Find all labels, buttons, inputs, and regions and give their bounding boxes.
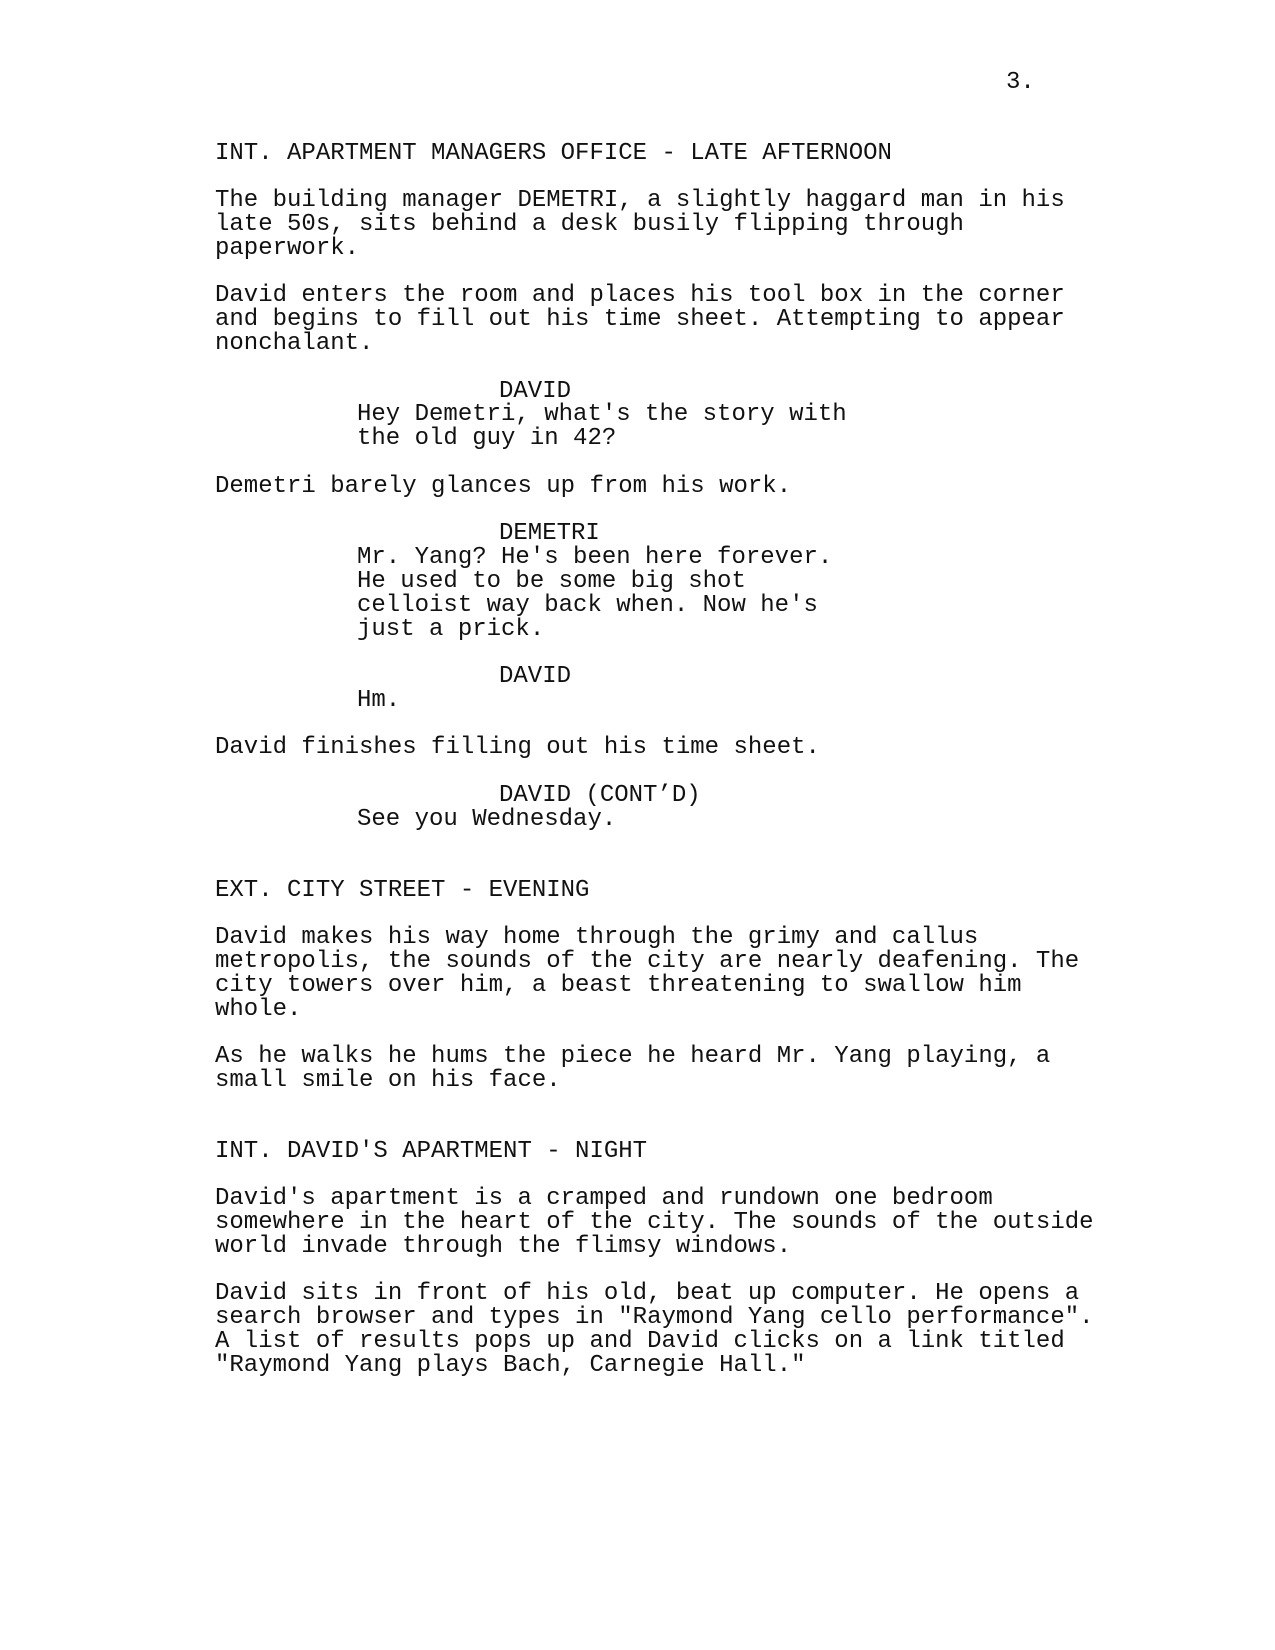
- scene-heading: EXT. CITY STREET - EVENING: [215, 877, 590, 904]
- character-name: DAVID: [499, 663, 572, 690]
- action-line: whole.: [215, 996, 302, 1023]
- action-line: David finishes filling out his time sheet.: [215, 734, 820, 761]
- dialogue-line: He used to be some big shot: [357, 568, 746, 595]
- dialogue-line: Mr. Yang? He's been here forever.: [357, 544, 833, 571]
- action-line: David sits in front of his old, beat up computer. He opens a: [215, 1280, 1080, 1307]
- action-line: The building manager DEMETRI, a slightly haggard man in his: [215, 187, 1065, 214]
- action-line: David's apartment is a cramped and rundown one bedroom: [215, 1185, 993, 1212]
- dialogue-line: Hm.: [357, 687, 401, 714]
- scene-heading: INT. APARTMENT MANAGERS OFFICE - LATE AFTERNOON: [215, 140, 892, 167]
- action-line: metropolis, the sounds of the city are nearly deafening. The: [215, 948, 1080, 975]
- action-line: David makes his way home through the grimy and callus: [215, 924, 979, 951]
- action-line: late 50s, sits behind a desk busily flipping through: [215, 211, 964, 238]
- action-line: Demetri barely glances up from his work.: [215, 473, 792, 500]
- action-line: David enters the room and places his tool box in the corner: [215, 282, 1065, 309]
- action-line: paperwork.: [215, 235, 360, 262]
- scene-heading: INT. DAVID'S APARTMENT - NIGHT: [215, 1138, 648, 1165]
- action-line: world invade through the flimsy windows.: [215, 1233, 792, 1260]
- action-line: A list of results pops up and David clicks on a link titled: [215, 1328, 1065, 1355]
- character-name: DAVID (CONT’D): [499, 782, 701, 809]
- character-name: DEMETRI: [499, 520, 600, 547]
- action-line: "Raymond Yang plays Bach, Carnegie Hall.": [215, 1352, 806, 1379]
- action-line: As he walks he hums the piece he heard Mr. Yang playing, a: [215, 1043, 1051, 1070]
- dialogue-line: celloist way back when. Now he's: [357, 592, 818, 619]
- dialogue-line: the old guy in 42?: [357, 425, 617, 452]
- action-line: small smile on his face.: [215, 1067, 561, 1094]
- action-line: search browser and types in "Raymond Yang cello performance".: [215, 1304, 1094, 1331]
- dialogue-line: See you Wednesday.: [357, 806, 617, 833]
- dialogue-line: Hey Demetri, what's the story with: [357, 401, 847, 428]
- page-number: 3.: [1006, 69, 1035, 96]
- action-line: somewhere in the heart of the city. The sounds of the outside: [215, 1209, 1094, 1236]
- action-line: nonchalant.: [215, 330, 374, 357]
- action-line: city towers over him, a beast threatening to swallow him: [215, 972, 1022, 999]
- character-name: DAVID: [499, 378, 572, 405]
- action-line: and begins to fill out his time sheet. Attempting to appear: [215, 306, 1065, 333]
- dialogue-line: just a prick.: [357, 616, 545, 643]
